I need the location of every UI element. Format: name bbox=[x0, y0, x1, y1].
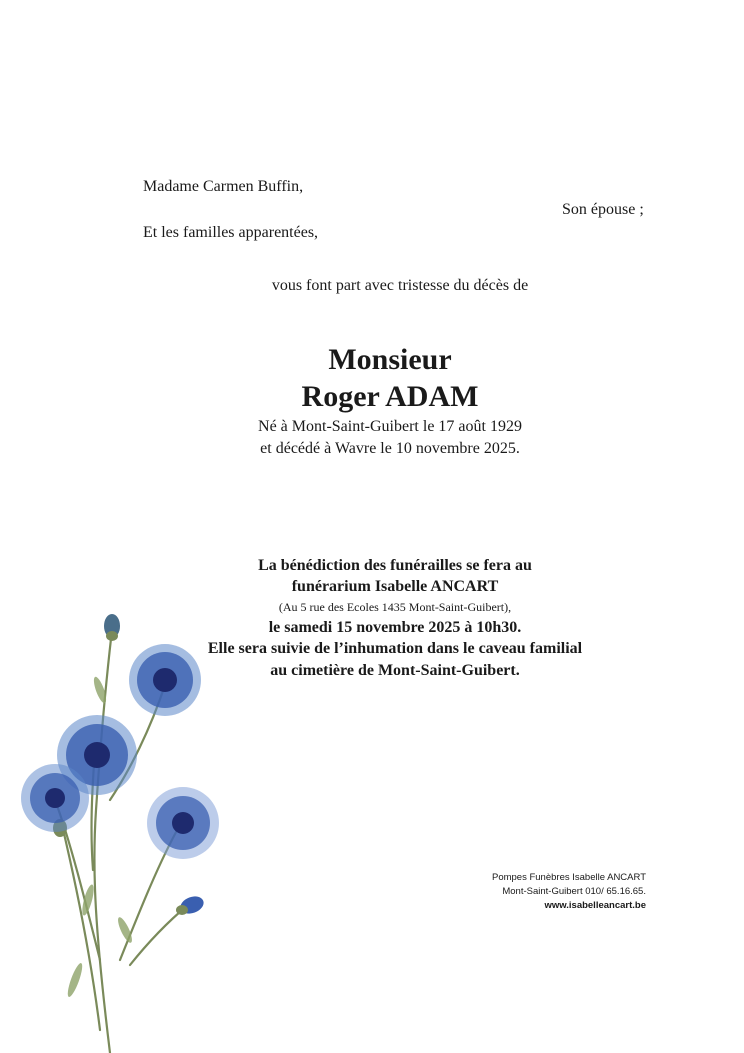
ceremony-date: le samedi 15 novembre 2025 à 10h30. bbox=[268, 619, 522, 636]
funeral-home-name: Pompes Funèbres Isabelle ANCART bbox=[491, 872, 646, 883]
intro-line: vous font part avec tristesse du décès de bbox=[271, 277, 529, 294]
ceremony-line: Elle sera suivie de l’inhumation dans le caveau familial bbox=[207, 640, 583, 657]
spouse-relation: Son épouse ; bbox=[562, 201, 644, 218]
ceremony-line: funérarium Isabelle ANCART bbox=[291, 578, 499, 595]
funeral-home-website: www.isabelleancart.be bbox=[544, 900, 646, 911]
ceremony-line: au cimetière de Mont-Saint-Guibert. bbox=[270, 662, 520, 679]
spouse-name: Madame Carmen Buffin, bbox=[143, 178, 304, 195]
ceremony-line: La bénédiction des funérailles se fera au bbox=[258, 557, 532, 574]
ceremony-address: (Au 5 rue des Ecoles 1435 Mont-Saint-Guibert), bbox=[278, 600, 512, 614]
birth-line: Né à Mont-Saint-Guibert le 17 août 1929 bbox=[258, 418, 522, 435]
families-line: Et les familles apparentées, bbox=[143, 224, 319, 241]
cornflower-bouquet-icon bbox=[0, 600, 240, 1053]
death-line: et décédé à Wavre le 10 novembre 2025. bbox=[260, 440, 520, 457]
deceased-name: Roger ADAM bbox=[301, 380, 479, 413]
deceased-title: Monsieur bbox=[328, 343, 452, 376]
funeral-home-phone: Mont-Saint-Guibert 010/ 65.16.65. bbox=[502, 886, 646, 897]
